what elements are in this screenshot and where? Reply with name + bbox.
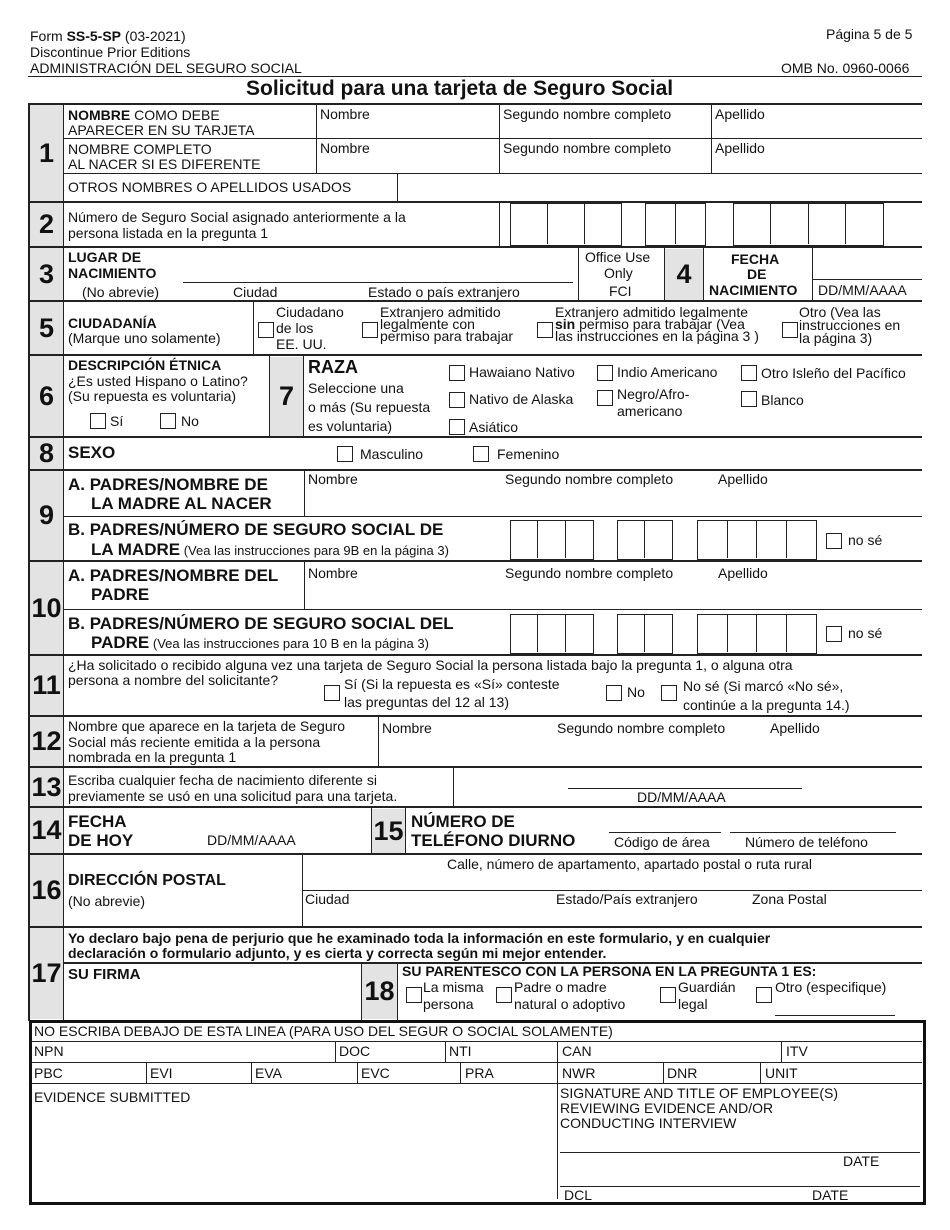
section-number-16: 16 bbox=[30, 855, 63, 926]
prior-card-question: ¿Ha solicitado o recibido alguna vez una tarjeta de Seguro Social la persona listada bajo la pregunta 1, o alguna otra bbox=[68, 657, 793, 673]
hispanic-no-label: No bbox=[181, 413, 199, 429]
hispanic-no-checkbox[interactable] bbox=[160, 413, 176, 429]
page-number: Página 5 de 5 bbox=[826, 26, 913, 42]
birthplace-label: LUGAR DE bbox=[68, 249, 142, 265]
prior-ssn-area-box[interactable] bbox=[510, 203, 622, 246]
state-country-field[interactable]: Estado/País extranjero bbox=[556, 891, 698, 907]
mother-ssn-group-box[interactable] bbox=[617, 520, 673, 560]
prior-card-no-label: No bbox=[627, 684, 645, 700]
other-dob-label: Escriba cualquier fecha de nacimiento diferente si bbox=[68, 772, 377, 788]
office-use-notice: NO ESCRIBA DEBAJO DE ESTA LINEA (PARA USO DEL SEGUR O SOCIAL SOLAMENTE) bbox=[34, 1023, 613, 1039]
prior-ssn-label-line2: persona listada en la pregunta 1 bbox=[68, 225, 269, 241]
citizen-us-label-3: EE. UU. bbox=[276, 336, 327, 352]
race-instruction: Seleccione una bbox=[308, 380, 404, 396]
father-ssn-area-box[interactable] bbox=[510, 614, 594, 654]
today-date-label: FECHA bbox=[68, 812, 127, 831]
father-ssn-label-2: PADRE (Vea las instrucciones para 10 B en la página 3) bbox=[91, 633, 429, 652]
birth-first-name-field[interactable]: Nombre bbox=[320, 140, 370, 156]
office-eva: EVA bbox=[255, 1065, 282, 1081]
sex-female-label: Femenino bbox=[497, 446, 560, 462]
hispanic-yes-checkbox[interactable] bbox=[90, 413, 106, 429]
section-number-13: 13 bbox=[30, 768, 63, 806]
race-american-indian-label: Indio Americano bbox=[617, 364, 718, 380]
phone-label-2: TELÉFONO DIURNO bbox=[411, 831, 576, 850]
office-nwr: NWR bbox=[562, 1065, 596, 1081]
other-citizenship-label-3: la página 3) bbox=[799, 330, 873, 346]
father-ssn-unknown-label: no sé bbox=[848, 625, 883, 641]
relation-parent-label: Padre o madre bbox=[514, 979, 607, 995]
other-names-field[interactable] bbox=[402, 175, 917, 199]
recent-card-name-label-2: Social más reciente emitida a la persona bbox=[68, 734, 321, 750]
name-on-card-label-line2: APARECER EN SU TARJETA bbox=[68, 122, 255, 138]
section-number-1: 1 bbox=[30, 105, 63, 201]
mailing-address-sub: (No abrevie) bbox=[68, 893, 146, 909]
father-first-name-field[interactable]: Nombre bbox=[308, 565, 358, 581]
recent-card-name-label: Nombre que aparece en la tarjeta de Seguro bbox=[68, 718, 346, 734]
middle-name-field[interactable]: Segundo nombre completo bbox=[503, 106, 672, 122]
birthplace-city-caption: Ciudad bbox=[233, 284, 278, 300]
relationship-label: SU PARENTESCO CON LA PERSONA EN LA PREGUNTA 1 ES: bbox=[402, 963, 817, 979]
relation-other-label: Otro (especifique) bbox=[775, 979, 887, 995]
prior-card-unknown-label-2: continúe a la pregunta 14.) bbox=[683, 697, 850, 713]
today-date-label-2: DE HOY bbox=[68, 831, 134, 850]
father-ssn-group-box[interactable] bbox=[617, 614, 673, 654]
section-number-14: 14 bbox=[30, 808, 63, 853]
office-evi: EVI bbox=[150, 1065, 173, 1081]
office-pbc: PBC bbox=[34, 1065, 63, 1081]
race-alaska-checkbox[interactable] bbox=[449, 392, 465, 408]
other-dob-field[interactable] bbox=[568, 770, 802, 787]
last-name-field[interactable]: Apellido bbox=[715, 106, 765, 122]
office-npn: NPN bbox=[34, 1043, 64, 1059]
relation-guardian-checkbox[interactable] bbox=[660, 987, 676, 1003]
relation-guardian-label: Guardián bbox=[678, 979, 736, 995]
zip-code-field[interactable]: Zona Postal bbox=[752, 891, 827, 907]
office-dcl-label: DCL bbox=[564, 1187, 593, 1203]
section-number-4: 4 bbox=[665, 249, 703, 300]
employee-signature-label: SIGNATURE AND TITLE OF EMPLOYEE(S) bbox=[560, 1085, 838, 1101]
sex-male-label: Masculino bbox=[360, 446, 424, 462]
office-evc: EVC bbox=[361, 1065, 390, 1081]
legal-alien-nowork-label-2: sin permiso para trabajar (Vea bbox=[555, 316, 745, 332]
office-pra: PRA bbox=[465, 1065, 494, 1081]
legal-alien-work-label: Extranjero admitido bbox=[380, 304, 501, 320]
legal-alien-nowork-checkbox[interactable] bbox=[537, 322, 553, 338]
dob-label-line2: DE bbox=[747, 266, 767, 282]
citizen-us-checkbox[interactable] bbox=[258, 322, 274, 338]
race-pacific-islander-checkbox[interactable] bbox=[741, 365, 757, 381]
no-abbreviate-note: (No abrevie) bbox=[82, 284, 160, 300]
area-code-field[interactable] bbox=[609, 812, 721, 831]
form-id: Form SS-5-SP (03-2021) bbox=[30, 28, 186, 44]
birth-name-label: NOMBRE COMPLETO bbox=[68, 141, 212, 157]
race-hawaiian-label: Hawaiano Nativo bbox=[469, 364, 575, 380]
evidence-submitted: EVIDENCE SUBMITTED bbox=[34, 1089, 191, 1105]
signature-field[interactable] bbox=[68, 985, 358, 1017]
office-dnr: DNR bbox=[667, 1065, 698, 1081]
relation-parent-label-2: natural o adoptivo bbox=[514, 996, 626, 1012]
relation-self-checkbox[interactable] bbox=[406, 987, 422, 1003]
area-code-caption: Código de área bbox=[614, 834, 710, 850]
prior-card-unknown-checkbox[interactable] bbox=[661, 685, 677, 701]
perjury-declaration: Yo declaro bajo pena de perjurio que he examinado toda la información en este formulario, y en cualquier bbox=[68, 930, 771, 946]
relation-parent-checkbox[interactable] bbox=[496, 987, 512, 1003]
birthplace-field[interactable] bbox=[183, 252, 573, 282]
mother-ssn-label: B. PADRES/NÚMERO DE SEGURO SOCIAL DE bbox=[68, 520, 444, 539]
phone-number-field[interactable] bbox=[730, 812, 896, 831]
prior-ssn-label: Número de Seguro Social asignado anteriormente a la bbox=[68, 209, 406, 225]
prior-card-yes-label-2: las preguntas del 12 al 13) bbox=[344, 694, 509, 710]
dob-format: DD/MM/AAAA bbox=[818, 282, 907, 298]
phone-label: NÚMERO DE bbox=[411, 812, 515, 831]
citizen-us-label: Ciudadano bbox=[276, 304, 344, 320]
section-number-18: 18 bbox=[362, 964, 397, 1019]
mailing-address-label: DIRECCIÓN POSTAL bbox=[68, 872, 226, 889]
mother-ssn-unknown-checkbox[interactable] bbox=[826, 533, 842, 549]
birthplace-label-line2: NACIMIENTO bbox=[68, 265, 157, 281]
mother-ssn-unknown-label: no sé bbox=[848, 532, 883, 548]
fci-label: FCI bbox=[609, 283, 632, 299]
street-address-field[interactable]: Calle, número de apartamento, apartado postal o ruta rural bbox=[447, 856, 812, 872]
legal-alien-work-label-2: legalmente con bbox=[380, 316, 475, 332]
today-date-format: DD/MM/AAAA bbox=[207, 832, 296, 848]
ethnicity-question: ¿Es usted Hispano o Latino? bbox=[68, 373, 248, 389]
sex-male-checkbox[interactable] bbox=[337, 446, 353, 462]
mother-ssn-serial-box[interactable] bbox=[697, 520, 817, 560]
dob-field[interactable] bbox=[815, 250, 919, 278]
section-number-2: 2 bbox=[30, 203, 63, 246]
first-name-field[interactable]: Nombre bbox=[320, 106, 370, 122]
dob-label: FECHA bbox=[731, 251, 780, 267]
recent-first-name-field[interactable]: Nombre bbox=[382, 720, 432, 736]
mother-middle-name-field[interactable]: Segundo nombre completo bbox=[505, 471, 674, 487]
relation-guardian-label-2: legal bbox=[678, 996, 708, 1012]
race-asian-checkbox[interactable] bbox=[449, 419, 465, 435]
section-number-9: 9 bbox=[30, 471, 63, 560]
agency-name: ADMINISTRACIÓN DEL SEGURO SOCIAL bbox=[30, 60, 302, 76]
perjury-declaration-2: declaración o formulario adjunto, y es cierta y correcta según mi mejor entender. bbox=[68, 945, 607, 961]
section-number-3: 3 bbox=[30, 248, 63, 300]
race-pacific-islander-label: Otro Isleño del Pacífico bbox=[761, 365, 906, 381]
office-use-only: Only bbox=[604, 265, 633, 281]
section-number-15: 15 bbox=[372, 809, 405, 853]
office-nti: NTI bbox=[449, 1043, 472, 1059]
other-citizenship-checkbox[interactable] bbox=[782, 322, 798, 338]
legal-alien-nowork-label: Extranjero admitido legalmente bbox=[555, 304, 748, 320]
race-black-label: Negro/Afro- bbox=[617, 386, 690, 402]
race-instruction-3: es voluntaria) bbox=[308, 418, 393, 434]
relation-self-label: La misma bbox=[423, 979, 484, 995]
recent-middle-name-field[interactable]: Segundo nombre completo bbox=[557, 720, 726, 736]
citizenship-sub: (Marque uno solamente) bbox=[68, 330, 221, 346]
office-date-label-2: DATE bbox=[812, 1187, 849, 1203]
race-hawaiian-checkbox[interactable] bbox=[449, 365, 465, 381]
birthplace-state-caption: Estado o país extranjero bbox=[368, 284, 520, 300]
recent-card-name-label-3: nombrada en la pregunta 1 bbox=[68, 749, 237, 765]
race-label: RAZA bbox=[308, 357, 358, 377]
city-field[interactable]: Ciudad bbox=[305, 891, 350, 907]
dob-label-line3: NACIMIENTO bbox=[709, 282, 798, 298]
phone-number-caption: Número de teléfono bbox=[745, 834, 868, 850]
recent-last-name-field[interactable]: Apellido bbox=[770, 720, 820, 736]
section-number-7: 7 bbox=[270, 357, 303, 436]
section-number-11: 11 bbox=[30, 656, 63, 715]
office-doc: DOC bbox=[339, 1043, 371, 1059]
hispanic-yes-label: Sí bbox=[110, 413, 124, 429]
father-middle-name-field[interactable]: Segundo nombre completo bbox=[505, 565, 674, 581]
section-number-10: 10 bbox=[30, 562, 63, 654]
race-black-checkbox[interactable] bbox=[597, 390, 613, 406]
mother-ssn-area-box[interactable] bbox=[510, 520, 594, 560]
mother-first-name-field[interactable]: Nombre bbox=[308, 471, 358, 487]
name-on-card-label: NOMBRE COMO DEBE bbox=[68, 107, 220, 123]
citizenship-label: CIUDADANÍA bbox=[68, 315, 157, 331]
prior-card-unknown-label: No sé (Si marcó «No sé», bbox=[683, 678, 844, 694]
sex-label: SEXO bbox=[68, 443, 116, 462]
birth-last-name-field[interactable]: Apellido bbox=[715, 140, 765, 156]
relation-other-field[interactable] bbox=[775, 998, 895, 1014]
race-instruction-2: o más (Su repuesta bbox=[308, 399, 431, 415]
ethnicity-label: DESCRIPCIÓN ÉTNICA bbox=[68, 357, 222, 373]
relation-other-checkbox[interactable] bbox=[756, 987, 772, 1003]
section-number-12: 12 bbox=[30, 717, 63, 766]
office-unit: UNIT bbox=[765, 1065, 798, 1081]
prior-card-yes-checkbox[interactable] bbox=[324, 685, 340, 701]
section-number-5: 5 bbox=[30, 302, 63, 354]
page-title: Solicitud para una tarjeta de Seguro Social bbox=[246, 77, 674, 100]
father-ssn-unknown-checkbox[interactable] bbox=[826, 626, 842, 642]
prior-card-question-2: persona a nombre del solicitante? bbox=[68, 672, 279, 688]
mother-ssn-label-2: LA MADRE (Vea las instrucciones para 9B en la página 3) bbox=[91, 540, 449, 559]
other-citizenship-label: Otro (Vea las bbox=[799, 304, 881, 320]
today-date-field[interactable] bbox=[150, 811, 364, 831]
signature-label: SU FIRMA bbox=[68, 966, 141, 983]
father-last-name-field[interactable]: Apellido bbox=[718, 565, 768, 581]
office-itv: ITV bbox=[786, 1043, 808, 1059]
sex-female-checkbox[interactable] bbox=[473, 446, 489, 462]
father-ssn-label: B. PADRES/NÚMERO DE SEGURO SOCIAL DEL bbox=[68, 614, 454, 633]
office-use-label: Office Use bbox=[585, 249, 651, 265]
father-name-label: A. PADRES/NOMBRE DEL bbox=[68, 566, 279, 585]
employee-signature-label-2: REVIEWING EVIDENCE AND/OR bbox=[560, 1100, 774, 1116]
section-number-6: 6 bbox=[30, 356, 63, 436]
ethnicity-voluntary: (Su repuesta es voluntaria) bbox=[68, 388, 237, 404]
office-date-label: DATE bbox=[843, 1153, 880, 1169]
birth-name-label-line2: AL NACER SI ES DIFERENTE bbox=[68, 156, 261, 172]
legal-alien-work-label-3: permiso para trabajar bbox=[380, 328, 514, 344]
father-ssn-serial-box[interactable] bbox=[697, 614, 817, 654]
discontinue-note: Discontinue Prior Editions bbox=[30, 44, 191, 60]
section-number-8: 8 bbox=[30, 438, 63, 469]
omb-number: OMB No. 0960-0066 bbox=[781, 60, 910, 76]
relation-self-label-2: persona bbox=[423, 996, 474, 1012]
other-dob-format: DD/MM/AAAA bbox=[637, 789, 726, 805]
citizen-us-label-2: de los bbox=[276, 320, 314, 336]
employee-signature-label-3: CONDUCTING INTERVIEW bbox=[560, 1115, 737, 1131]
mother-name-label-2: LA MADRE AL NACER bbox=[91, 494, 272, 513]
race-american-indian-checkbox[interactable] bbox=[597, 365, 613, 381]
race-white-label: Blanco bbox=[761, 392, 804, 408]
other-names-label: OTROS NOMBRES O APELLIDOS USADOS bbox=[68, 179, 352, 195]
prior-card-yes-label: Sí (Si la repuesta es «Sí» conteste bbox=[344, 676, 560, 692]
legal-alien-work-checkbox[interactable] bbox=[362, 322, 378, 338]
race-asian-label: Asiático bbox=[469, 419, 519, 435]
mother-name-label: A. PADRES/NOMBRE DE bbox=[68, 475, 268, 494]
race-white-checkbox[interactable] bbox=[741, 391, 757, 407]
race-alaska-label: Nativo de Alaska bbox=[469, 391, 574, 407]
father-name-label-2: PADRE bbox=[91, 585, 150, 604]
race-black-label-2: americano bbox=[617, 403, 683, 419]
prior-card-no-checkbox[interactable] bbox=[606, 685, 622, 701]
birth-middle-name-field[interactable]: Segundo nombre completo bbox=[503, 140, 672, 156]
other-citizenship-label-2: instrucciones en bbox=[799, 317, 901, 333]
section-number-17: 17 bbox=[30, 928, 63, 1019]
office-can: CAN bbox=[562, 1043, 592, 1059]
mother-last-name-field[interactable]: Apellido bbox=[718, 471, 768, 487]
other-dob-label-2: previamente se usó en una solicitud para una tarjeta. bbox=[68, 788, 398, 804]
legal-alien-nowork-label-3: las instrucciones en la página 3 ) bbox=[555, 328, 759, 344]
